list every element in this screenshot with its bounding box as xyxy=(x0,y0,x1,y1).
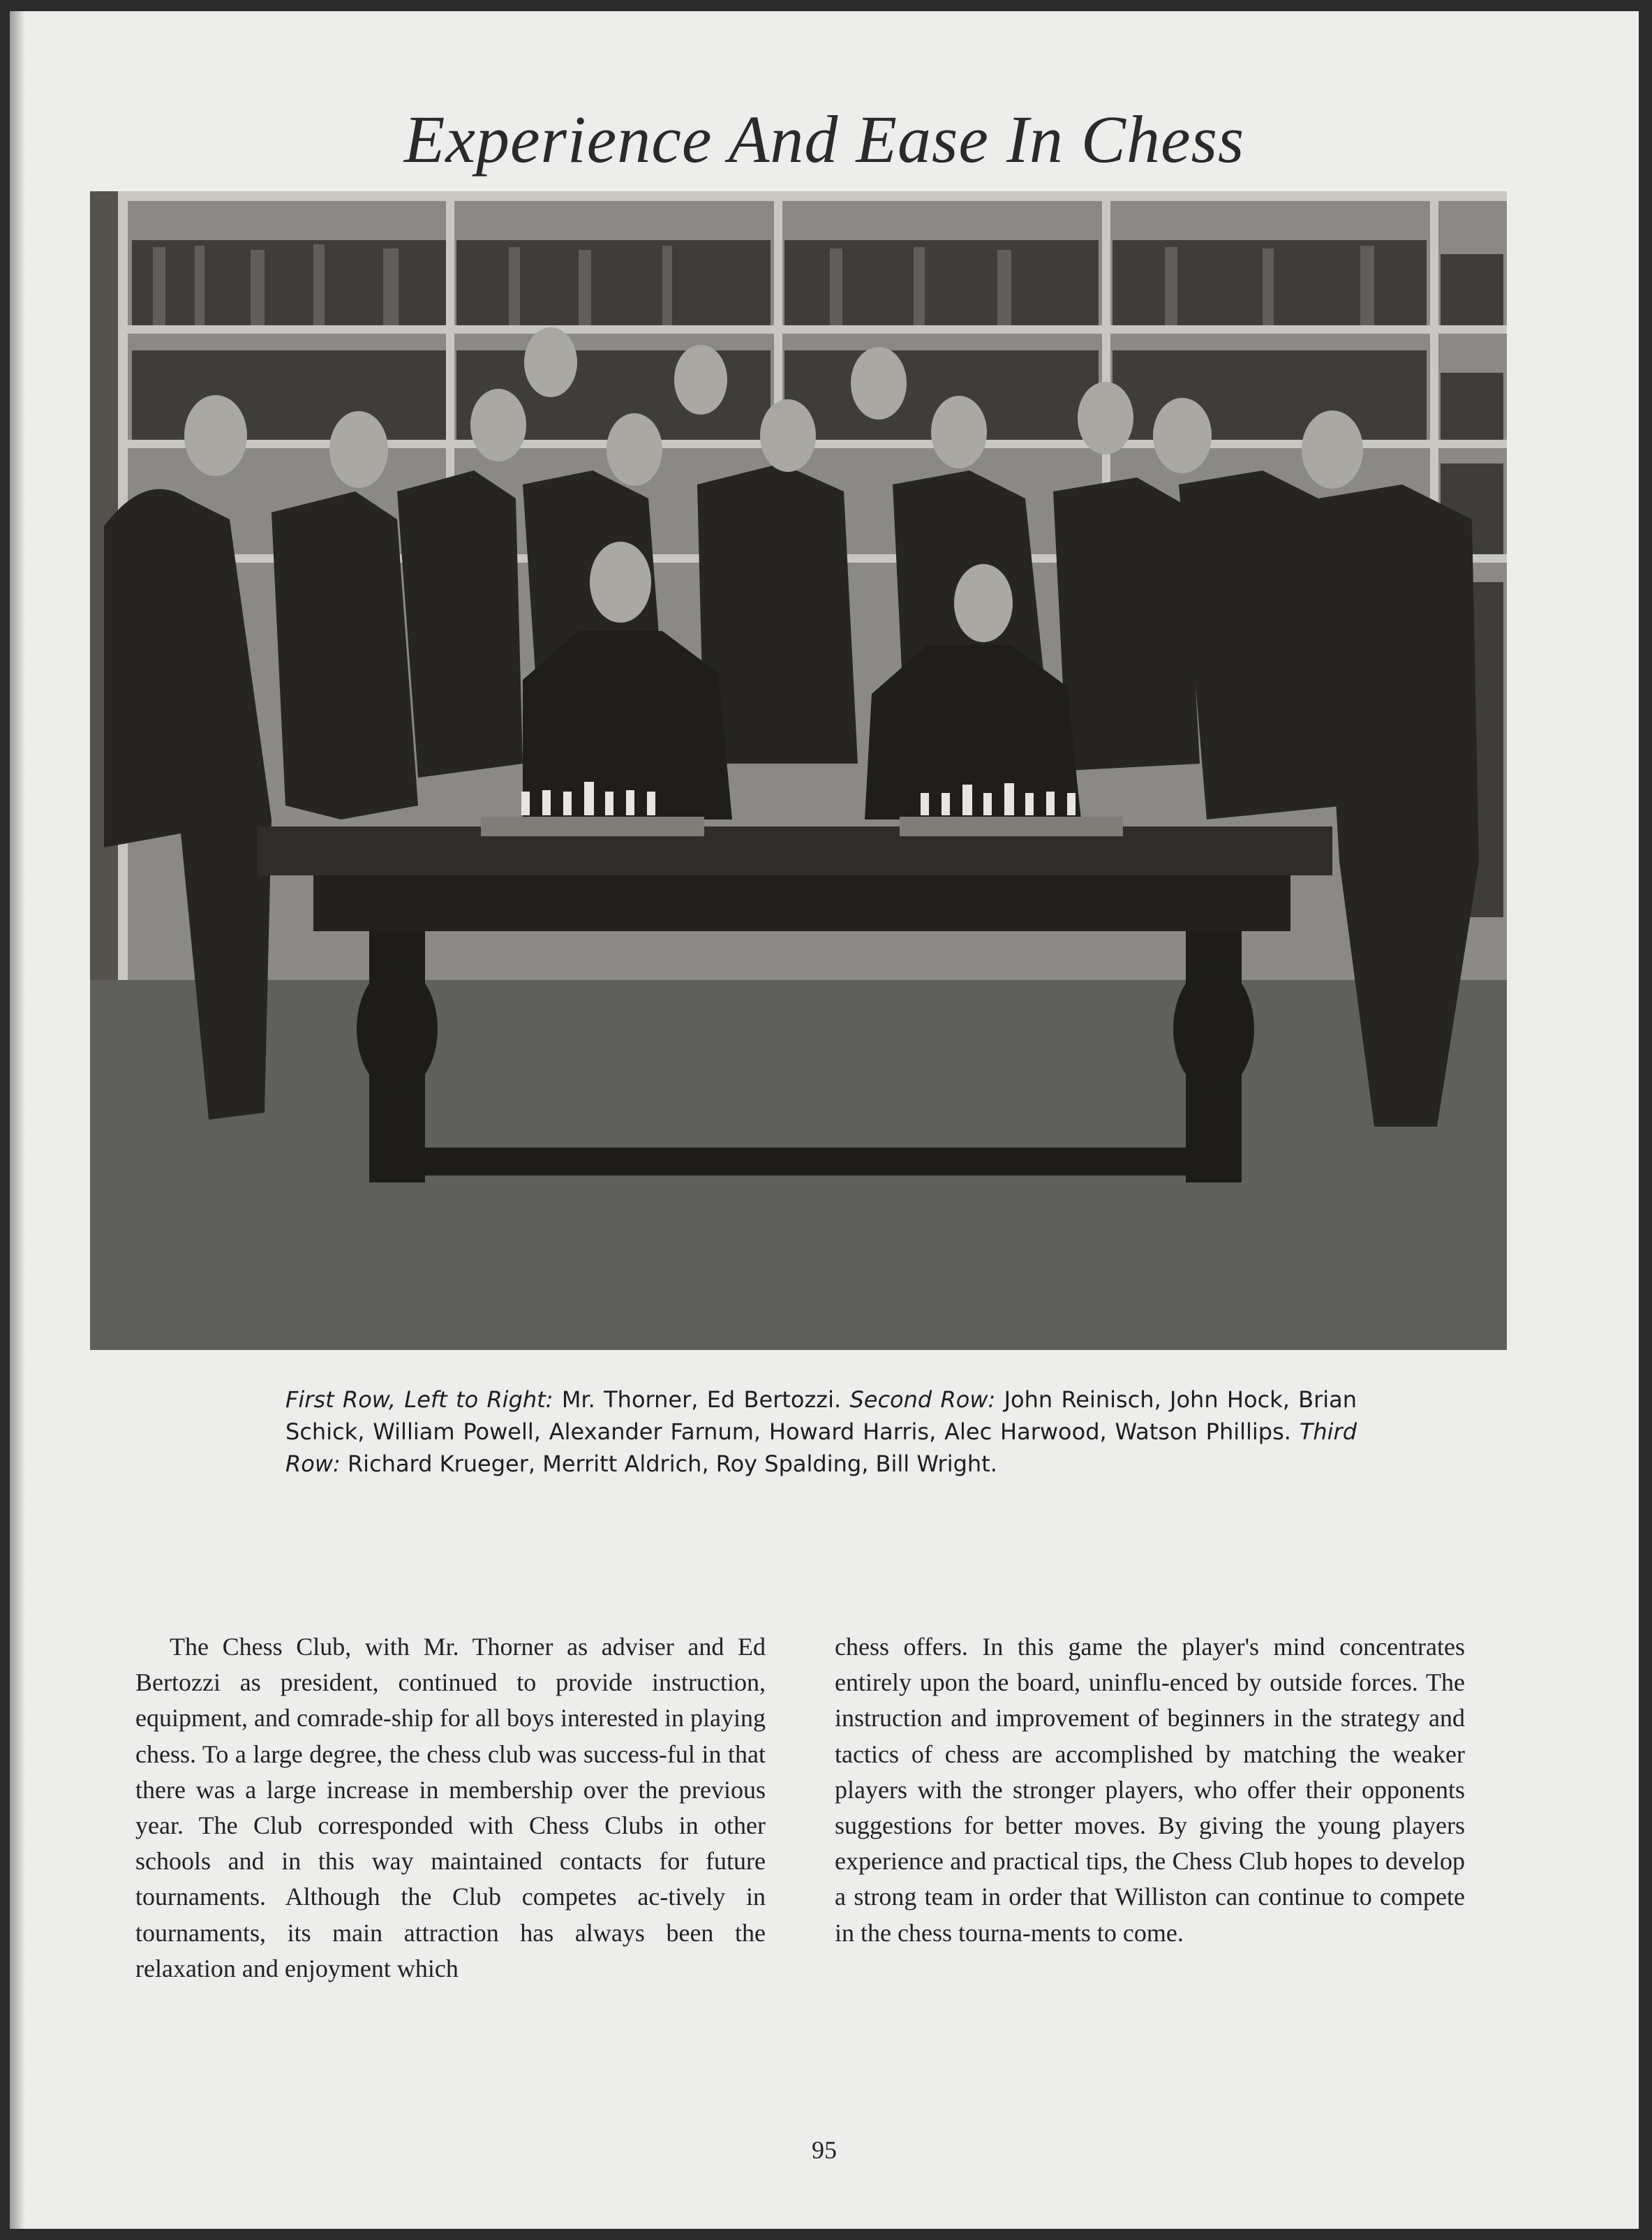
body-column-left: The Chess Club, with Mr. Thorner as adviser and Ed Bertozzi as president, continued to provide instruction, equipment, and comrade-ship for all boys interested in playing chess. To a large degree, the chess club was success-ful in that there was a large increase in membership over the previous year. The Club corresponded with Chess Clubs in other schools and in this way maintained contacts for future tournaments. Although the Club competes ac-tively in tournaments, its main attraction has always been the relaxation and enjoyment which xyxy=(135,1633,766,1982)
body-column-right: chess offers. In this game the player's mind concentrates entirely upon the board, uninflu-enced by outside forces. The instruction and improvement of beginners in the strategy and tactics of chess are accomplished by matching the weaker players with the stronger players, who offer their opponents suggestions for better moves. By giving the young players experience and practical tips, the Chess Club hopes to develop a strong team in order that Williston can continue to compete in the chess tourna-ments to come. xyxy=(835,1633,1465,1947)
page-number: 95 xyxy=(812,2136,837,2164)
caption-first-row-names: Mr. Thorner, Ed Bertozzi. xyxy=(561,1386,842,1413)
photo-caption xyxy=(285,1384,1357,1480)
caption-second-row-names: John Reinisch, John Hock, Brian Schick, William Powell, Alexander Farnum, Howard Harris, Alec Harwood, Watson Phillips. xyxy=(285,1386,1357,1445)
caption-second-row-label: Second Row: xyxy=(849,1386,996,1413)
caption-first-row-label: First Row, Left to Right: xyxy=(285,1386,553,1413)
yearbook-page xyxy=(10,11,1639,2229)
page-title: Experience And Ease In Chess xyxy=(403,102,1245,177)
group-photo-chess-club-icon xyxy=(90,191,1507,1350)
caption-third-row-label: Third Row: xyxy=(285,1418,1357,1477)
caption-third-row-names: Richard Krueger, Merritt Aldrich, Roy Spalding, Bill Wright. xyxy=(347,1451,997,1477)
binding-shadow xyxy=(10,11,25,2229)
group-photo xyxy=(90,191,1507,1350)
